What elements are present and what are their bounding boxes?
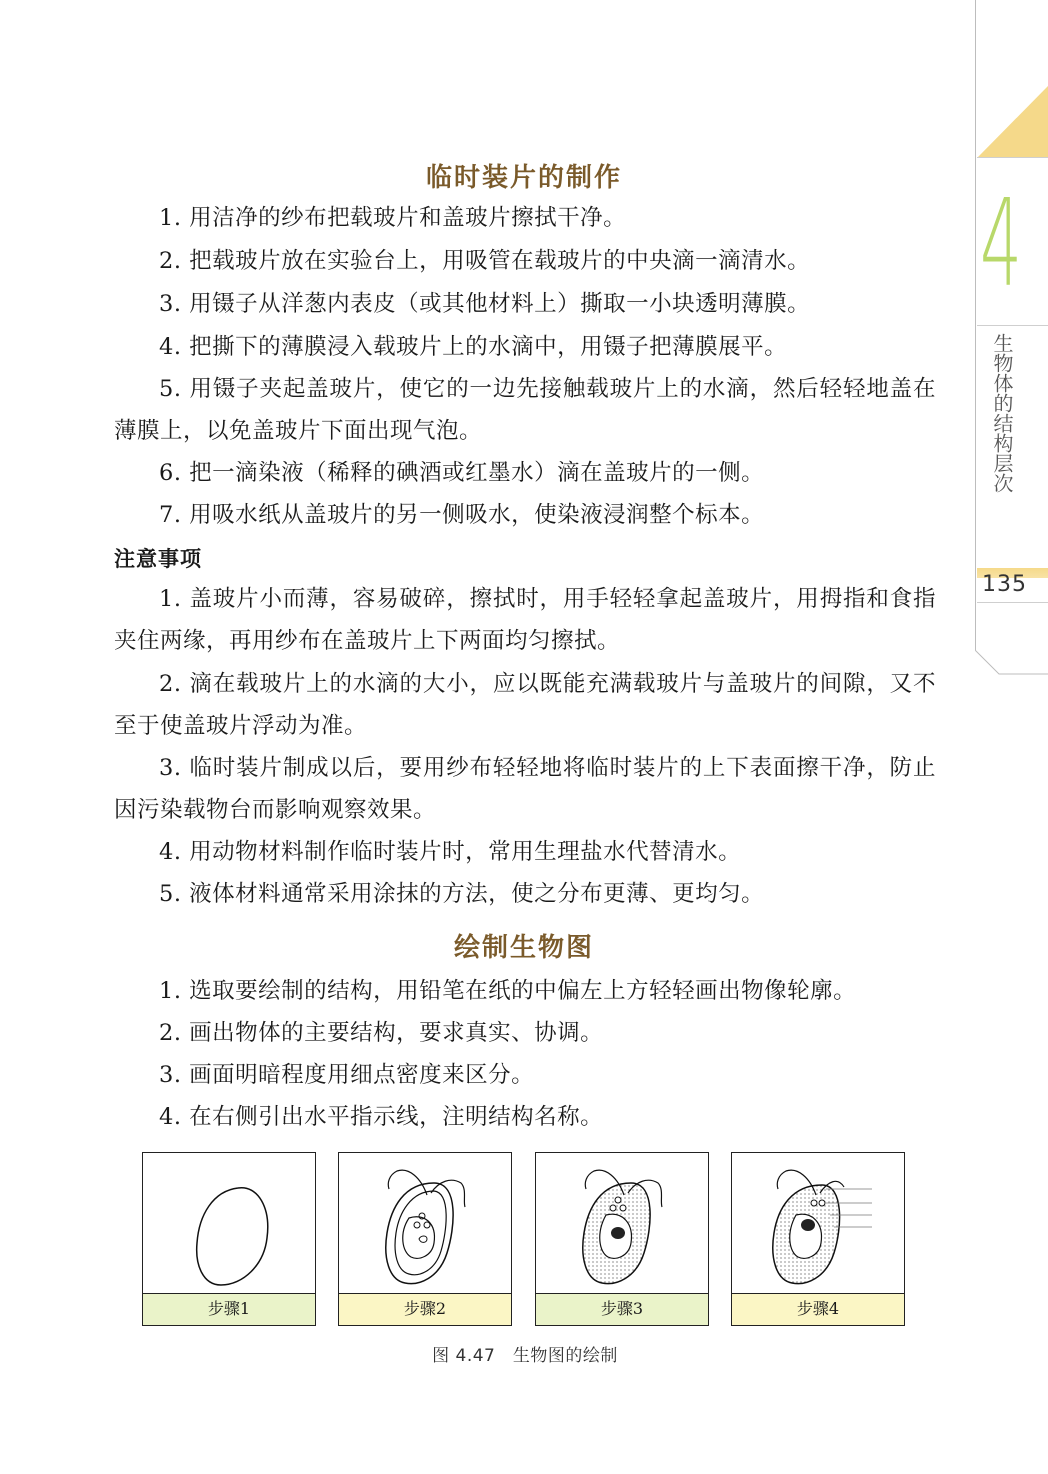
notes-heading: 注意事项 (114, 547, 202, 571)
figure-label: 步骤3 (536, 1293, 708, 1325)
cell-outline-drawing-icon (143, 1153, 317, 1295)
list-item: 4. 用动物材料制作临时装片时，常用生理盐水代替清水。 (159, 839, 742, 865)
side-tab-rule (975, 0, 976, 650)
list-item: 4. 把撕下的薄膜浸入载玻片上的水滴中，用镊子把薄膜展平。 (159, 334, 788, 360)
side-tab-divider (977, 602, 1048, 603)
figure-panel-step2 (338, 1152, 512, 1326)
list-item: 2. 画出物体的主要结构，要求真实、协调。 (159, 1020, 604, 1046)
list-item: 5. 液体材料通常采用涂抹的方法，使之分布更薄、更均匀。 (159, 881, 765, 907)
figure-panel-step3 (535, 1152, 709, 1326)
list-item: 7. 用吸水纸从盖玻片的另一侧吸水，使染液浸润整个标本。 (159, 502, 765, 528)
chapter-title: 生物体的结构层次 (990, 333, 1014, 493)
list-item: 2. 滴在载玻片上的水滴的大小，应以既能充满载玻片与盖玻片的间隙，又不至于使盖玻片浮动为准。 (114, 671, 936, 739)
figure-label: 步骤2 (339, 1293, 511, 1325)
figure-panel-step1 (142, 1152, 316, 1326)
page-number: 135 (982, 572, 1027, 597)
list-item: 6. 把一滴染液（稀释的碘酒或红墨水）滴在盖玻片的一侧。 (159, 460, 765, 486)
list-item: 5. 用镊子夹起盖玻片，使它的一边先接触载玻片上的水滴，然后轻轻地盖在薄膜上，以免盖玻片下面出现气泡。 (114, 376, 936, 444)
chapter-number: 4 (980, 175, 1022, 314)
list-item: 4. 在右侧引出水平指示线，注明结构名称。 (159, 1104, 604, 1130)
cell-labeled-drawing-icon (732, 1153, 906, 1295)
figure-label: 步骤1 (143, 1293, 315, 1325)
list-item: 1. 选取要绘制的结构，用铅笔在纸的中偏左上方轻轻画出物像轮廓。 (159, 978, 857, 1004)
section-heading-temp-slide: 临时装片的制作 (425, 163, 622, 193)
section-heading-bio-drawing: 绘制生物图 (453, 933, 594, 963)
figure-caption: 图 4.47 生物图的绘制 (432, 1346, 618, 1366)
list-item: 3. 用镊子从洋葱内表皮（或其他材料上）撕取一小块透明薄膜。 (159, 291, 811, 317)
list-item: 2. 把载玻片放在实验台上，用吸管在载玻片的中央滴一滴清水。 (159, 248, 811, 274)
side-tab-corner (975, 648, 1048, 676)
side-tab-triangle (977, 86, 1048, 158)
cell-shaded-drawing-icon (536, 1153, 710, 1295)
cell-structure-drawing-icon (339, 1153, 513, 1295)
side-tab-divider (977, 157, 1048, 158)
figure-panel-step4 (731, 1152, 905, 1326)
figure-label: 步骤4 (732, 1293, 904, 1325)
list-item: 1. 用洁净的纱布把载玻片和盖玻片擦拭干净。 (159, 205, 627, 231)
list-item: 1. 盖玻片小而薄，容易破碎，擦拭时，用手轻轻拿起盖玻片，用拇指和食指夹住两缘，再用纱布在盖玻片上下两面均匀擦拭。 (114, 586, 936, 654)
side-tab-divider (977, 325, 1048, 326)
list-item: 3. 画面明暗程度用细点密度来区分。 (159, 1062, 535, 1088)
list-item: 3. 临时装片制成以后，要用纱布轻轻地将临时装片的上下表面擦干净，防止因污染载物台而影响观察效果。 (114, 755, 936, 823)
